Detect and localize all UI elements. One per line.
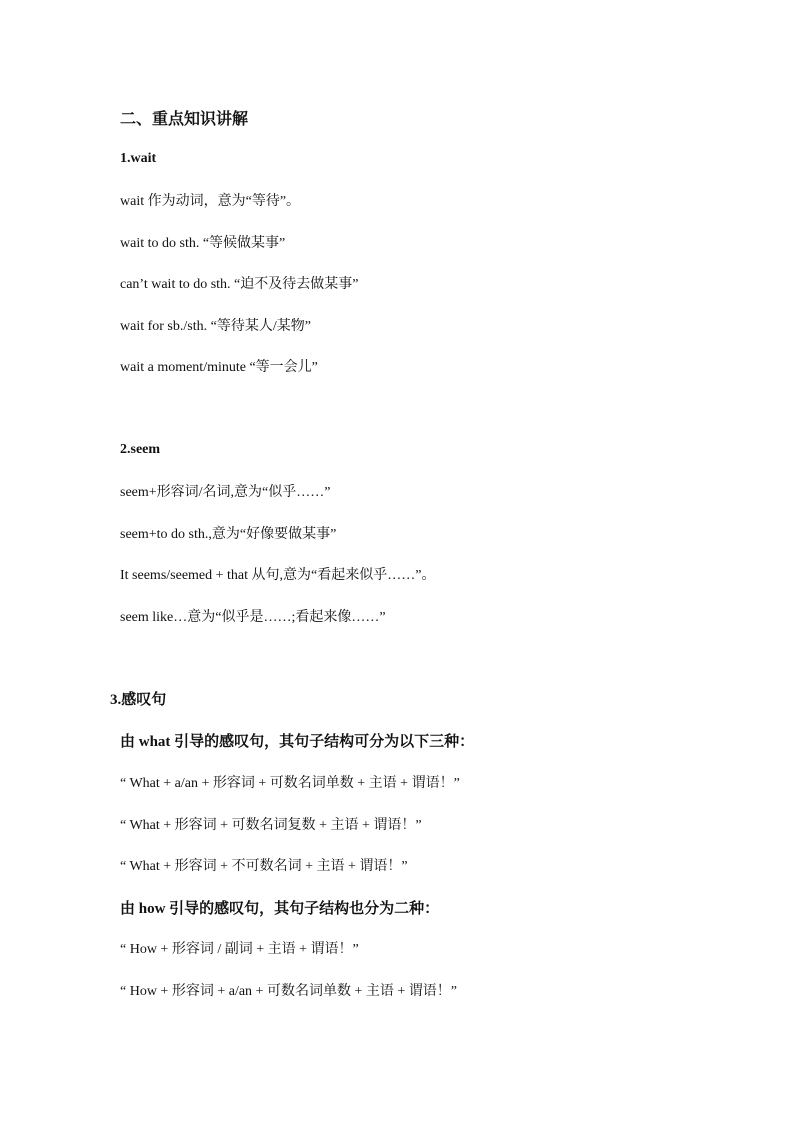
what-line-1: “ What + a/an + 形容词 + 可数名词单数 + 主语 + 谓语！” — [120, 776, 460, 791]
exclamation-heading: 3.感叹句 — [110, 692, 167, 708]
wait-line-2: wait to do sth. “等候做某事” — [120, 236, 286, 251]
how-line-2: “ How + 形容词 + a/an + 可数名词单数 + 主语 + 谓语！” — [120, 984, 457, 999]
wait-line-3: can’t wait to do sth. “迫不及待去做某事” — [120, 277, 359, 292]
wait-line-5: wait a moment/minute “等一会儿” — [120, 360, 318, 375]
seem-line-2: seem+to do sth.,意为“好像要做某事” — [120, 527, 337, 542]
seem-line-3: It seems/seemed + that 从句,意为“看起来似乎……”。 — [120, 568, 436, 583]
what-line-2: “ What + 形容词 + 可数名词复数 + 主语 + 谓语！” — [120, 818, 422, 833]
how-line-1: “ How + 形容词 / 副词 + 主语 + 谓语！” — [120, 942, 359, 957]
wait-line-4: wait for sb./sth. “等待某人/某物” — [120, 319, 311, 334]
seem-line-4: seem like…意为“似乎是……;看起来像……” — [120, 610, 386, 625]
seem-line-1: seem+形容词/名词,意为“似乎……” — [120, 485, 331, 500]
what-intro: 由 what 引导的感叹句，其句子结构可分为以下三种： — [120, 734, 475, 750]
wait-heading: 1.wait — [120, 151, 157, 166]
seem-heading: 2.seem — [120, 442, 161, 457]
section-title: 二、重点知识讲解 — [120, 109, 249, 128]
what-line-3: “ What + 形容词 + 不可数名词 + 主语 + 谓语！” — [120, 859, 408, 874]
how-intro: 由 how 引导的感叹句，其句子结构也分为二种： — [120, 901, 440, 917]
wait-line-1: wait 作为动词，意为“等待”。 — [120, 194, 301, 209]
